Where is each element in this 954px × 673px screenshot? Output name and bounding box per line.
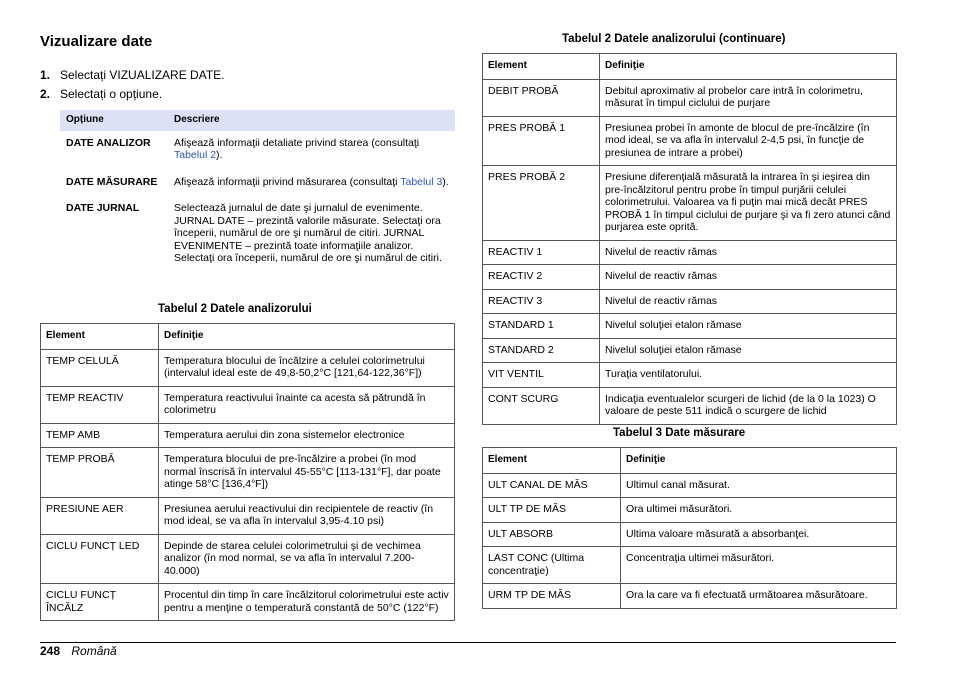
table-row [60, 196, 455, 273]
element-cell: URM TP DE MĂS [483, 584, 621, 609]
definition-cell: Presiune diferenţială măsurată la intrarea în şi ieşirea din pre-încălzitorul pentru probe în timpul purjării celulei colorimetrului. Valoarea va fi puţin mai mică decât PRES PROBĂ 1 în timpul ciclului de purjare şi va fi zero atunci când purjarea este oprită. [600, 166, 897, 241]
table2-header-definition: Definiţie [159, 324, 455, 350]
table3-header-element: Element [483, 448, 621, 474]
table-row [483, 363, 897, 388]
definition-cell: Nivelul de reactiv rămas [600, 265, 897, 290]
element-cell: DEBIT PROBĂ [483, 79, 600, 116]
page-number: 248 [40, 644, 61, 658]
element-cell: TEMP PROBĂ [41, 448, 159, 498]
option-desc: Afişează informaţii privind măsurarea (consultaţi Tabelul 3). [174, 175, 449, 188]
table-row [41, 423, 455, 448]
option-key: DATE MĂSURARE [66, 175, 158, 188]
definition-cell: Ultima valoare măsurată a absorbanţei. [621, 522, 897, 547]
definition-cell: Nivelul soluţiei etalon rămase [600, 338, 897, 363]
table-row [483, 584, 897, 609]
table-row [483, 473, 897, 498]
element-cell: TEMP REACTIV [41, 386, 159, 423]
footer-language: Română [71, 644, 117, 658]
element-cell: PRESIUNE AER [41, 497, 159, 534]
steps-list [40, 66, 225, 104]
table-row [483, 240, 897, 265]
table-row [483, 265, 897, 290]
element-cell: STANDARD 2 [483, 338, 600, 363]
element-cell: REACTIV 2 [483, 265, 600, 290]
option-key: DATE ANALIZOR [66, 136, 151, 149]
definition-cell: Turaţia ventilatorului. [600, 363, 897, 388]
definition-cell: Concentraţia ultimei măsurători. [621, 547, 897, 584]
table-row [41, 584, 455, 621]
step-text: Selectați o opțiune. [60, 87, 163, 101]
table2cont-header-definition: Definiţie [600, 54, 897, 80]
element-cell: TEMP AMB [41, 423, 159, 448]
options-table [60, 110, 455, 273]
definition-cell: Nivelul de reactiv rămas [600, 289, 897, 314]
definition-cell: Temperatura blocului de încălzire a celulei colorimetrului (intervalul ideal este de 49,8-50,2°C [121,64-122,36°F]) [159, 349, 455, 386]
page-title: Vizualizare date [40, 33, 153, 50]
step-1 [40, 66, 225, 85]
definition-cell: Temperatura reactivului înainte ca acesta să pătrundă în colorimetru [159, 386, 455, 423]
definition-cell: Depinde de starea celulei colorimetrului şi de vechimea analizor (în mod normal, se va afla în intervalul 7.200-40.000) [159, 534, 455, 584]
page-footer [40, 644, 117, 658]
definition-cell: Temperatura aerului din zona sistemelor electronice [159, 423, 455, 448]
element-cell: VIT VENTIL [483, 363, 600, 388]
table-row [60, 170, 455, 197]
definition-cell: Nivelul soluţiei etalon rămase [600, 314, 897, 339]
table2-continued [482, 53, 897, 425]
options-header-option: Opțiune [60, 110, 168, 131]
table-row [483, 338, 897, 363]
options-header-description: Descriere [168, 110, 455, 131]
table-row [483, 79, 897, 116]
element-cell: CONT SCURG [483, 387, 600, 424]
table-row [483, 387, 897, 424]
element-cell: ULT CANAL DE MĂS [483, 473, 621, 498]
table2-header-element: Element [41, 324, 159, 350]
step-number: 1. [40, 68, 51, 82]
element-cell: STANDARD 1 [483, 314, 600, 339]
table2cont-header-element: Element [483, 54, 600, 80]
table2-caption: Tabelul 2 Datele analizorului [158, 303, 312, 315]
definition-cell: Nivelul de reactiv rămas [600, 240, 897, 265]
definition-cell: Temperatura blocului de pre-încălzire a probei (în mod normal înscrisă în intervalul 45-55°C [113-131°F], dar poate atinge 58°C [136,4°F]) [159, 448, 455, 498]
table-row [483, 547, 897, 584]
table-row [41, 386, 455, 423]
option-key: DATE JURNAL [66, 202, 140, 214]
table3 [482, 447, 897, 609]
definition-cell: Presiunea aerului reactivului din recipientele de reactiv (în mod ideal, se va afla în intervalul 3,95-4.10 psi) [159, 497, 455, 534]
table-row [483, 116, 897, 166]
table-row [483, 522, 897, 547]
element-cell: PRES PROBĂ 2 [483, 166, 600, 241]
table-row [483, 498, 897, 523]
step-text: Selectați VIZUALIZARE DATE. [60, 68, 225, 82]
definition-cell: Ora la care va fi efectuată următoarea măsurătoare. [621, 584, 897, 609]
step-2 [40, 85, 225, 104]
option-desc: Selectează jurnalul de date şi jurnalul de evenimente. JURNAL DATE – prezintă valorile măsurate. Selectaţi ora începerii, numărul de ore şi numărul de citiri. JURNAL EVENIMENTE – prezintă toate informaţiile analizor. Selectaţi ora începerii, numărul de ore şi numărul de citiri. [174, 202, 442, 264]
definition-cell: Presiunea probei în amonte de blocul de pre-încălzire (în mod ideal, se va afla în intervalul 2-4,5 psi, în funcţie de presiunea de intrare a probei) [600, 116, 897, 166]
definition-cell: Ultimul canal măsurat. [621, 473, 897, 498]
table-row [483, 166, 897, 241]
element-cell: REACTIV 3 [483, 289, 600, 314]
table-row [483, 289, 897, 314]
table-row [60, 131, 455, 170]
definition-cell: Debitul aproximativ al probelor care intră în colorimetru, măsurat în timpul ciclului de purjare [600, 79, 897, 116]
table2 [40, 323, 455, 621]
table-row [41, 534, 455, 584]
table-row [41, 349, 455, 386]
element-cell: REACTIV 1 [483, 240, 600, 265]
element-cell: CICLU FUNCȚ LED [41, 534, 159, 584]
definition-cell: Indicaţia eventualelor scurgeri de lichid (de la 0 la 1023) O valoare de peste 511 indică o scurgere de lichid [600, 387, 897, 424]
element-cell: ULT ABSORB [483, 522, 621, 547]
table3-caption: Tabelul 3 Date măsurare [613, 427, 746, 439]
option-desc: Afişează informaţii detaliate privind starea (consultaţi Tabelul 2). [174, 136, 420, 161]
definition-cell: Ora ultimei măsurători. [621, 498, 897, 523]
table-row [41, 497, 455, 534]
definition-cell: Procentul din timp în care încălzitorul colorimetrului este activ pentru a menţine o temperatură constantă de 50°C (122°F) [159, 584, 455, 621]
element-cell: ULT TP DE MĂS [483, 498, 621, 523]
step-number: 2. [40, 87, 51, 101]
table2-link[interactable]: Tabelul 2 [174, 149, 217, 161]
table3-link[interactable]: Tabelul 3 [400, 175, 443, 188]
element-cell: CICLU FUNCȚ ÎNCĂLZ [41, 584, 159, 621]
table3-header-definition: Definiţie [621, 448, 897, 474]
element-cell: PRES PROBĂ 1 [483, 116, 600, 166]
table2cont-caption: Tabelul 2 Datele analizorului (continuare) [562, 33, 786, 45]
table-row [483, 314, 897, 339]
footer-divider [40, 642, 896, 643]
element-cell: TEMP CELULĂ [41, 349, 159, 386]
element-cell: LAST CONC (Ultima concentraţie) [483, 547, 621, 584]
table-row [41, 448, 455, 498]
